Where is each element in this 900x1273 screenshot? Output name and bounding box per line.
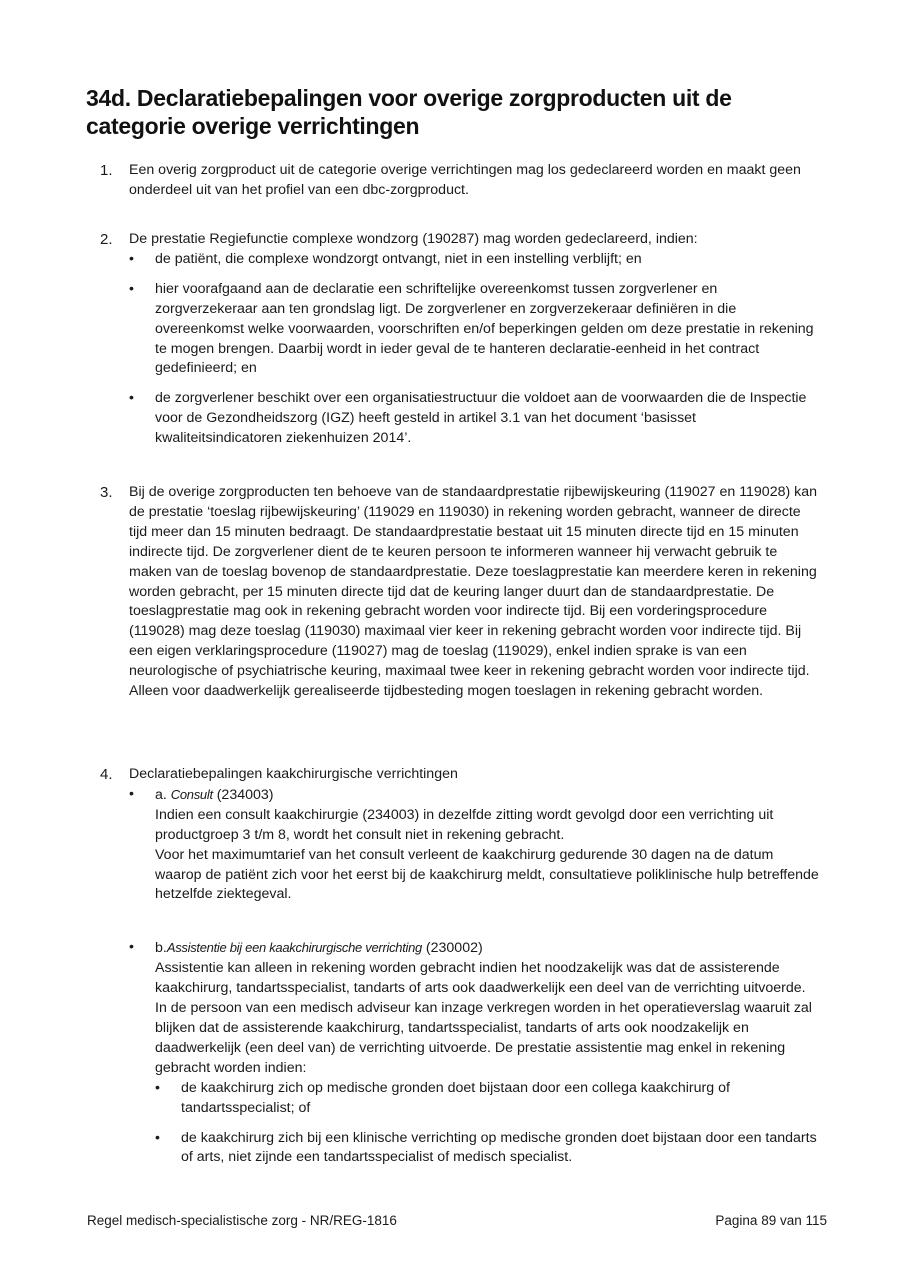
bullet-icon: • (129, 250, 134, 267)
sub-heading: Consult (170, 786, 213, 802)
list-number: 3. (100, 484, 113, 501)
list-item-text: Declaratiebepalingen kaakchirurgische verrichtingen (129, 766, 458, 782)
list-item-2 (100, 230, 820, 449)
bullet-item: • de zorgverlener beschikt over een organisatiestructuur die voldoet aan de voorwaarden die de Inspectie voor de Gezondheidszorg (IGZ) heeft gesteld in artikel 3.1 van het document ‘basisset kwaliteitsindicatoren ziekenhuizen 2014’. (129, 390, 807, 447)
bullet-icon: • (155, 1079, 160, 1096)
list-item-4 (100, 765, 820, 1168)
paragraph: Assistentie kan alleen in rekening worden gebracht indien het noodzakelijk was dat de assisterende kaakchirurg, tandartsspecialist, tandarts of arts ook daadwerkelijk een deel van de verrichting uitvoerde. In de persoon van een medisch adviseur kan inzage verkregen worden in het operatieverslag waaruit zal blijken dat de assisterende kaakchirurg, tandartsspecialist, tandarts of arts ook noodzakelijk en daadwerkelijk (een deel van) de verrichting uitvoerde. De prestatie assistentie mag enkel in rekening gebracht worden indien: (155, 960, 812, 1076)
bullet-icon: • (129, 785, 134, 802)
bullet-icon: • (129, 280, 134, 297)
bullet-icon: • (129, 939, 134, 956)
list-number: 2. (100, 231, 113, 248)
bullet-item: • hier voorafgaand aan de declaratie een schriftelijke overeenkomst tussen zorgverlener en zorgverzekeraar aan ten grondslag ligt. De zorgverlener en zorgverzekeraar definiëren in die overeenkomst welke voorwaarden, voorschriften en/of beperkingen gelden om deze prestatie in rekening te mogen brengen. Daarbij wordt in ieder geval de te hanteren declaratie-eenheid in het contract gedefinieerd; en (129, 280, 814, 377)
sub-heading: Assistentie bij een kaakchirurgische verrichting (166, 940, 422, 956)
bullet-icon: • (155, 1129, 160, 1146)
list-item-text: Een overig zorgproduct uit de categorie overige verrichtingen mag los gedeclareerd worden en maakt geen onderdeel uit van het profiel van een dbc-zorgproduct. (129, 162, 801, 198)
list-number: 4. (100, 766, 113, 783)
bullet-item: • de patiënt, die complexe wondzorgt ontvangt, niet in een instelling verblijft; en (129, 250, 820, 270)
list-item-3 (100, 483, 820, 702)
bullet-item: • de kaakchirurg zich op medische gronden doet bijstaan door een collega kaakchirurg of tandartsspecialist; of (155, 1079, 730, 1116)
bullet-icon: • (129, 390, 134, 407)
section-title: 34d. Declaratiebepalingen voor overige zorgproducten uit de categorie overige verrichtingen (86, 85, 732, 139)
sub-item-consult: • a. Consult (234003) Indien een consult kaakchirurgie (234003) in dezelfde zitting wordt gevolgd door een verrichting uit productgroep 3 t/m 8, wordt het consult niet in rekening gebracht. Voor het maximumtarief van het consult verleent de kaakchirurg gedurende 30 dagen na de datum waarop de patiënt zich voor het eerst bij de kaakchirurg meldt, consultatieve poliklinische hulp betreffende hetzelfde ziektegeval. (129, 785, 820, 905)
bullet-item: • de kaakchirurg zich bij een klinische verrichting op medische gronden doet bijstaan door een tandarts of arts, niet zijnde een tandartsspecialist of medisch specialist. (155, 1129, 817, 1166)
footer-document-id: Regel medisch-specialistische zorg - NR/REG-1816 (87, 1213, 397, 1228)
list-item-text: De prestatie Regiefunctie complexe wondzorg (190287) mag worden gedeclareerd, indien: (129, 231, 698, 247)
list-item-text: Bij de overige zorgproducten ten behoeve van de standaardprestatie rijbewijskeuring (119027 en 119028) kan de prestatie ‘toeslag rijbewijskeuring’ (119029 en 119030) in rekening worden gebracht, wanneer de directe tijd meer dan 15 minuten bedraagt. De standaardprestatie bestaat uit 15 minuten directe tijd en 15 minuten indirecte tijd. De zorgverlener dient de te keuren persoon te informeren wanneer hij verwacht gebruik te maken van de toeslag bovenop de standaardprestatie. Deze toeslagprestatie kan meerdere keren in rekening worden gebracht, per 15 minuten directe tijd dat de keuring langer duurt dan de standaardprestatie. De toeslagprestatie mag ook in rekening gebracht worden voor indirecte tijd. Bij een vorderingsprocedure (119028) mag deze toeslag (119030) maximaal vier keer in rekening gebracht worden voor indirecte tijd. Bij een eigen verklaringsprocedure (119027) mag de toeslag (119029), enkel indien sprake is van een neurologische of psychiatrische keuring, maximaal twee keer in rekening gebracht worden voor indirecte tijd. Alleen voor daadwerkelijk gerealiseerde tijdbesteding mogen toeslagen in rekening gebracht worden. (129, 484, 818, 700)
list-item-1 (100, 161, 820, 201)
footer-page-number: Pagina 89 van 115 (715, 1213, 827, 1228)
sub-item-assistentie: • b.Assistentie bij een kaakchirurgische verrichting (230002) Assistentie kan alleen in rekening worden gebracht indien het noodzakelijk was dat de assisterende kaakchirurg, tandartsspecialist, tandarts of arts ook daadwerkelijk een deel van de verrichting uitvoerde. In de persoon van een medisch adviseur kan inzage verkregen worden in het operatieverslag waaruit zal blijken dat de assisterende kaakchirurg, tandartsspecialist, tandarts of arts ook noodzakelijk en daadwerkelijk (een deel van) de verrichting uitvoerde. De prestatie assistentie mag enkel in rekening gebracht worden indien: • de kaakchirurg zich op medische gronden doet bijstaan door een collega kaakchirurg of tandartsspecialist; of • de kaakchirurg zich bij een klinische verrichting op medische gronden doet bijstaan door een tandarts of arts, niet zijnde een tandartsspecialist of medisch specialist. (129, 938, 820, 1168)
paragraph: Indien een consult kaakchirurgie (234003) in dezelfde zitting wordt gevolgd door een verrichting uit productgroep 3 t/m 8, wordt het consult niet in rekening gebracht. (155, 806, 774, 843)
list-number: 1. (100, 162, 113, 179)
paragraph: Voor het maximumtarief van het consult verleent de kaakchirurg gedurende 30 dagen na de datum waarop de patiënt zich voor het eerst bij de kaakchirurg meldt, consultatieve poliklinische hulp betreffende hetzelfde ziektegeval. (155, 846, 819, 903)
